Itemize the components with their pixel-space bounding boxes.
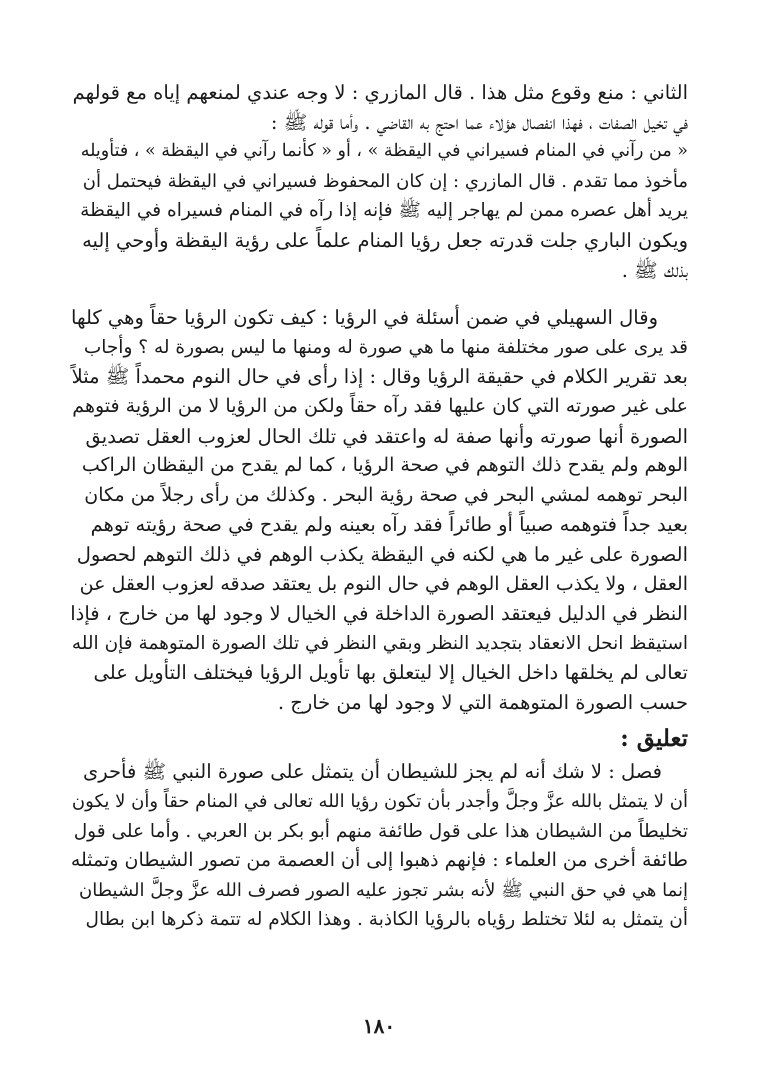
- page-body: [70, 78, 688, 935]
- text-line: البحر توهمه لمشي البحر في صحة رؤية البحر . وكذلك من رأى رجلاً من مكان: [84, 483, 688, 506]
- text-line: استيقظ انحل الانعقاد بتجديد النظر وبقي النظر في تلك الصورة المتوهمة فإن الله: [71, 632, 688, 654]
- text-line: أن لا يتمثل بالله عزَّ وجلَّ وأجدر بأن تكون رؤيا الله تعالى في المنام حقاً وأن لا يكون: [71, 791, 688, 813]
- text-line: ويكون الباري جلت قدرته جعل رؤيا المنام علماً على رؤية اليقظة وأوحي إليه: [82, 228, 688, 252]
- text-line: أن يتمثل به لئلا تختلط رؤياه بالرؤيا الكاذبة . وهذا الكلام له تتمة ذكرها ابن بطال: [85, 909, 688, 931]
- text-line: تعالى لم يخلقها داخل الخيال إلا ليتعلق بها تأويل الرؤيا فيختلف التأويل على: [93, 661, 688, 685]
- text-line: فصل : لا شك أنه لم يجز للشيطان أن يتمثل على صورة النبي ﷺ فأحرى: [82, 760, 662, 784]
- text-line: طائفة أخرى من العلماء : فإنهم ذهبوا إلى أن العصمة من تصور الشيطان وتمثله: [70, 849, 688, 872]
- text-line: وقال السهيلي في ضمن أسئلة في الرؤيا : كيف تكون الرؤيا حقاً وهي كلها: [71, 306, 658, 330]
- text-line: « من رآني في المنام فسيراني في اليقظة » ، أو « كأنما رآني في اليقظة » ، فتأويله: [80, 141, 688, 162]
- paragraph-gap: [70, 285, 688, 303]
- text-line: على غير صورته التي كان عليها فقد رآه حقاً ولكن من الرؤيا لا من الرؤية فتوهم: [72, 394, 688, 417]
- text-line: النظر في الدليل فيعتقد الصورة الداخلة في الخيال لا وجود لها من خارج ، فإذا: [70, 602, 688, 626]
- text-line: الوهم ولم يقدح ذلك التوهم في صحة الرؤيا ، كما لم يقدح من اليقظان الراكب: [81, 454, 688, 477]
- text-line: تخليطاً من الشيطان هذا على قول طائفة منهم أبو بكر بن العربي . وأما على قول: [73, 820, 688, 842]
- comment-paragraph: [70, 757, 688, 935]
- text-line: مأخوذ مما تقدم . قال المازري : إن كان المحفوظ فسيراني في اليقظة فيحتمل أن: [82, 170, 688, 192]
- text-line: في تخيل الصفات ، فهذا انفصال هؤلاء عما احتج به القاضي . وأما قوله ﷺ :: [270, 110, 688, 134]
- text-line: بعيد جداً فتوهمه صبياً أو طائراً فقد رآه بعينه ولم يقدح في صحة رؤيته توهم: [90, 513, 688, 537]
- text-line: يريد أهل عصره ممن لم يهاجر إليه ﷺ فإنه إذا رآه في المنام فسيراه في اليقظة: [80, 200, 688, 222]
- text-line: قد يرى على صور مختلفة منها ما هي صورة له ومنها ما ليس بصورة له ؟ وأجاب: [83, 336, 688, 358]
- paragraph-mazari: [70, 78, 688, 285]
- paragraph-suhayli: [70, 303, 688, 717]
- text-line: حسب الصورة المتوهمة التي لا وجود لها من خارج .: [277, 690, 688, 714]
- text-line: العقل ، ولا يكذب العقل الوهم في حال النوم بل يعتقد صدقه لعزوب العقل عن: [79, 572, 688, 595]
- page-number: ١٨٠: [362, 1014, 396, 1038]
- text-line: الثاني : منع وقوع مثل هذا . قال المازري : لا وجه عندي لمنعهم إياه مع قولهم: [72, 81, 688, 104]
- text-line: الصورة أنها صورته وأنها صفة له واعتقد في تلك الحال لعزوب العقل تصديق: [85, 424, 688, 448]
- text-line: الصورة على غير ما هي لكنه في اليقظة يكذب الوهم في ذلك التوهم لحصول: [76, 542, 688, 566]
- text-line: بذلك ﷺ .: [621, 258, 688, 282]
- text-line: إنما هي في حق النبي ﷺ لأنه بشر تجوز عليه الصور فصرف الله عزَّ وجلَّ الشيطان: [79, 879, 688, 901]
- text-line: بعد تقرير الكلام في حقيقة الرؤيا وقال : إذا رأى في حال النوم محمداً ﷺ مثلاً: [71, 365, 688, 389]
- section-heading: تعليق :: [620, 725, 688, 753]
